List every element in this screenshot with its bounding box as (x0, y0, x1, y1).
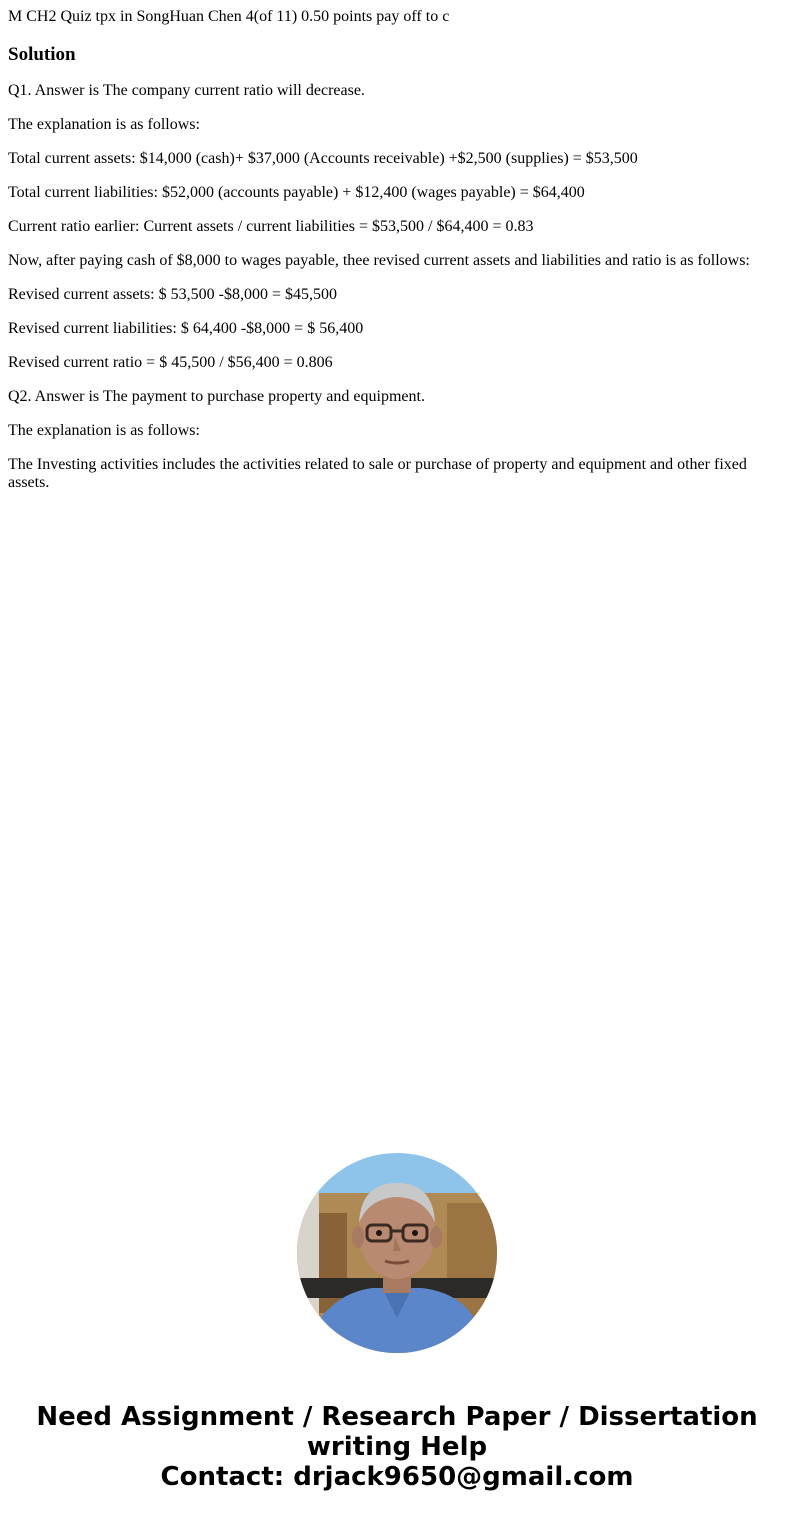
promo-line: Need Assignment / Research Paper / Dissertation (36, 1402, 758, 1432)
paragraph: Total current assets: $14,000 (cash)+ $37,000 (Accounts receivable) +$2,500 (supplies) = $53,500 (8, 150, 638, 167)
paragraph: Current ratio earlier: Current assets / current liabilities = $53,500 / $64,400 = 0.83 (8, 218, 534, 235)
paragraph: Q1. Answer is The company current ratio will decrease. (8, 82, 365, 99)
promo-contact: Contact: drjack9650@gmail.com (160, 1462, 634, 1492)
document-header: M CH2 Quiz tpx in SongHuan Chen 4(of 11) 0.50 points pay off to c (8, 8, 450, 25)
solution-heading: Solution (8, 44, 76, 65)
paragraph: Revised current ratio = $ 45,500 / $56,400 = 0.806 (8, 354, 333, 371)
paragraph: The Investing activities includes the activities related to sale or purchase of property and equipment and other fixed assets. (8, 456, 747, 491)
promo-line: writing Help (306, 1432, 488, 1462)
paragraph: Total current liabilities: $52,000 (accounts payable) + $12,400 (wages payable) = $64,400 (8, 184, 585, 201)
paragraph: Revised current liabilities: $ 64,400 -$8,000 = $ 56,400 (8, 320, 364, 337)
paragraph: Q2. Answer is The payment to purchase property and equipment. (8, 388, 425, 405)
document-body (8, 0, 778, 492)
person-photo-icon (297, 1153, 497, 1353)
paragraph: The explanation is as follows: (8, 116, 200, 133)
promo-banner (0, 1402, 794, 1492)
paragraph: Now, after paying cash of $8,000 to wages payable, thee revised current assets and liabilities and ratio is as follows: (8, 252, 750, 269)
paragraph: The explanation is as follows: (8, 422, 200, 439)
paragraph: Revised current assets: $ 53,500 -$8,000 = $45,500 (8, 286, 337, 303)
